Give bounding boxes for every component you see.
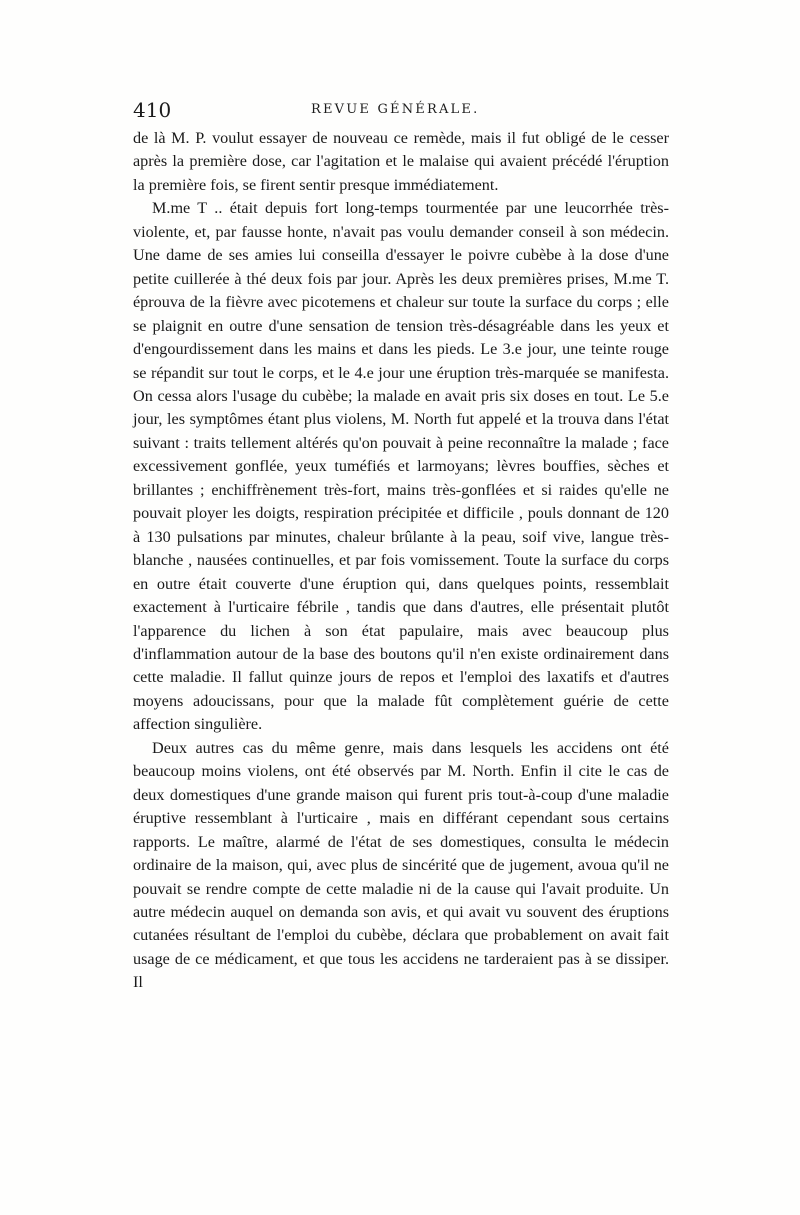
paragraph-case-madame-t: M.me T .. était depuis fort long-temps tourmentée par une leucorrhée très-violente, et, par fausse honte, n'avait pas voulu demander conseil à son médecin. Une dame de ses amies lui conseilla d'essayer le poivre cubèbe à la dose d'une petite cuillerée à thé deux fois par jour. Après les deux premières prises, M.me T. éprouva de la fièvre avec picotemens et chaleur sur toute la surface du corps ; elle se plaignit en outre d'une sensation de tension très-désagréable dans les yeux et d'engourdissement dans les mains et dans les pieds. Le 3.e jour, une teinte rouge se répandit sur tout le corps, et le 4.e jour une éruption très-marquée se manifesta. On cessa alors l'usage du cubèbe; la malade en avait pris six doses en tout. Le 5.e jour, les symptômes étant plus violens, M. North fut appelé et la trouva dans l'état suivant : traits tellement altérés qu'on pouvait à peine reconnaître la malade ; face excessivement gonflée, yeux tuméfiés et larmoyans; lèvres bouffies, sèches et brillantes ; enchiffrènement très-fort, mains très-gonflées et si raides qu'elle ne pouvait ployer les doigts, respiration précipitée et difficile , pouls donnant de 120 à 130 pulsations par minutes, chaleur brûlante à la peau, soif vive, langue très-blanche , nausées continuelles, et par fois vomissement. Toute la surface du corps en outre était couverte d'une éruption qui, dans quelques points, ressemblait exactement à l'urticaire fébrile , tandis que dans d'autres, elle présentait plutôt l'apparence du lichen à son état papulaire, mais avec beaucoup plus d'inflammation autour de la base des boutons qu'il n'en existe ordinairement dans cette maladie. Il fallut quinze jours de repos et l'emploi des laxatifs et d'autres moyens adoucissans, pour que la malade fût complètement guérie de cette affection singulière.	[133, 199, 669, 734]
paragraph-other-cases: Deux autres cas du même genre, mais dans lesquels les accidens ont été beaucoup moins violens, ont été observés par M. North. Enfin il cite le cas de deux domestiques d'une grande maison qui furent pris tout-à-coup d'une maladie éruptive ressemblant à l'urticaire , mais en différant cependant sous certains rapports. Le maître, alarmé de l'état de ses domestiques, consulta le médecin ordinaire de la maison, qui, avec plus de sincérité que de jugement, avoua qu'il ne pouvait se rendre compte de cette maladie ni de la cause qui l'avait produite. Un autre médecin auquel on demanda son avis, et qui avait vu souvent des éruptions cutanées résultant de l'emploi du cubèbe, déclara que probablement on avait fait usage de ce médicament, et que tous les accidens ne tarderaient pas à se dissiper. Il	[133, 738, 669, 992]
running-head	[133, 96, 663, 124]
body-text	[133, 127, 669, 995]
section-title: REVUE GÉNÉRALE.	[311, 102, 480, 117]
paragraph-continuation: de là M. P. voulut essayer de nouveau ce remède, mais il fut obligé de le cesser après la première dose, car l'agitation et le malaise qui avaient précédé l'éruption la première fois, se firent sentir presque immédiatement.	[133, 129, 669, 194]
page-number: 410	[133, 98, 172, 122]
